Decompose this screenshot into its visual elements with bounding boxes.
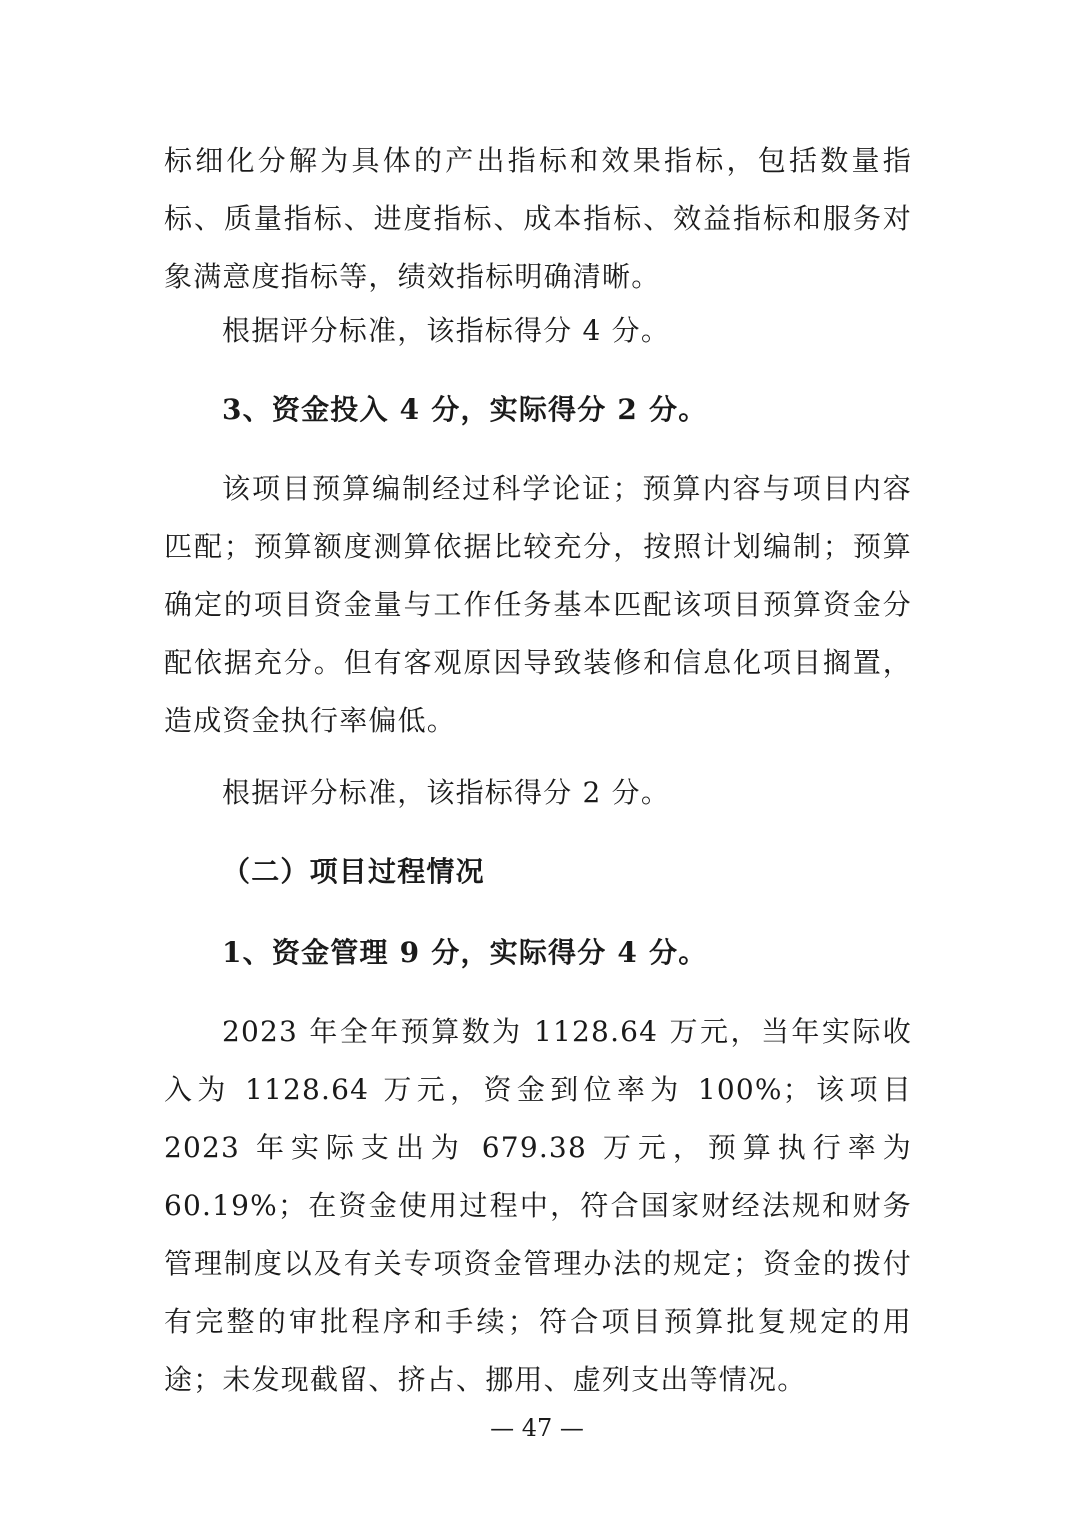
paragraph-budget-compilation: 该项目预算编制经过科学论证；预算内容与项目内容匹配；预算额度测算依据比较充分，按照计划编制；预算确定的项目资金量与工作任务基本匹配该项目预算资金分配依据充分。但有客观原因导致装修和信息化项目搁置，造成资金执行率偏低。 [164, 472, 912, 737]
heading-funding-input: 3、资金投入 4 分，实际得分 2 分。 [222, 393, 708, 426]
paragraph-score-4: 根据评分标准，该指标得分 4 分。 [222, 314, 671, 347]
heading-project-process: （二）项目过程情况 [222, 855, 485, 888]
paragraph-performance-indicators: 标细化分解为具体的产出指标和效果指标，包括数量指标、质量指标、进度指标、成本指标、效益指标和服务对象满意度指标等，绩效指标明确清晰。 [164, 144, 912, 293]
paragraph-fund-management-details: 2023 年全年预算数为 1128.64 万元，当年实际收入为 1128.64 万元，资金到位率为 100%；该项目 2023 年实际支出为 679.38 万元，预算执行率为 60.19%；在资金使用过程中，符合国家财经法规和财务管理制度以及有关专项资金管理办法的规定；资金的拨付有完整的审批程序和手续；符合项目预算批复规定的用途；未发现截留、挤占、挪用、虚列支出等情况。 [164, 1015, 912, 1396]
paragraph-score-2: 根据评分标准，该指标得分 2 分。 [222, 776, 671, 809]
heading-fund-management: 1、资金管理 9 分，实际得分 4 分。 [222, 936, 708, 969]
page-number: — 47 — [490, 1414, 584, 1442]
